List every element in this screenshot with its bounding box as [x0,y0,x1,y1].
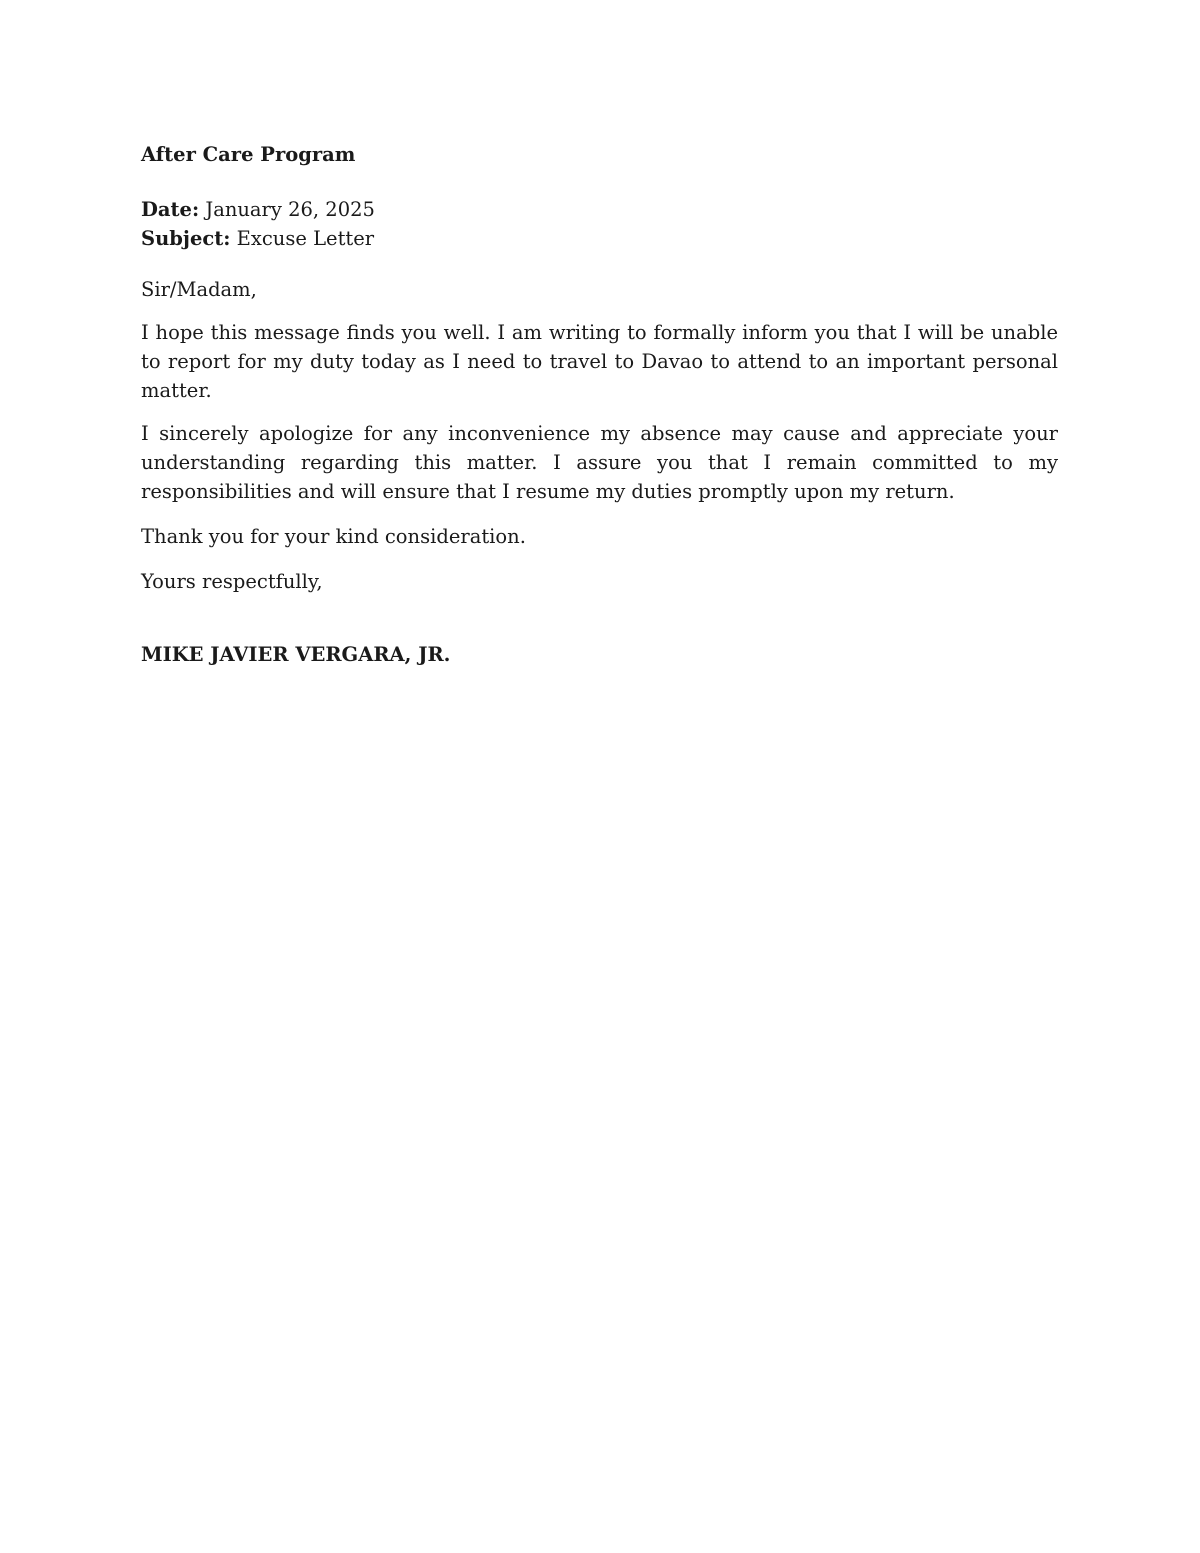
subject-line [141,224,1058,253]
thanks-line: Thank you for your kind consideration. [141,525,526,548]
closing-line: Yours respectfully, [141,570,323,593]
date-label: Date: [141,198,200,221]
date-value: January 26, 2025 [199,198,375,221]
salutation: Sir/Madam, [141,278,257,301]
letter-heading: After Care Program [141,143,356,166]
date-line [141,195,1058,224]
subject-label: Subject: [141,227,231,250]
body-paragraph-1: I hope this message finds you well. I am writing to formally inform you that I will be unable to report for my duty today as I need to travel to Davao to attend to an important personal matter. [141,321,1058,402]
signature-name: MIKE JAVIER VERGARA, JR. [141,643,451,666]
body-paragraph-2: I sincerely apologize for any inconvenience my absence may cause and appreciate your understanding regarding this matter. I assure you that I remain committed to my responsibilities and will ensure that I resume my duties promptly upon my return. [141,422,1058,503]
letter-page [141,140,1058,669]
subject-value: Excuse Letter [230,227,375,250]
